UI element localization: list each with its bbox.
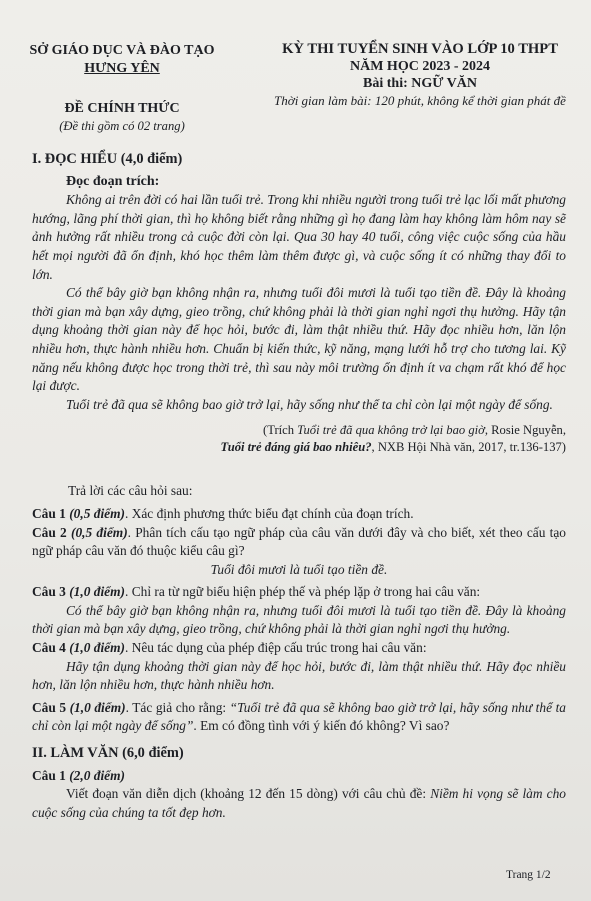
citation [32, 422, 566, 439]
instruction: Trả lời các câu hỏi sau: [68, 483, 193, 499]
exam-title: KỲ THI TUYỂN SINH VÀO LỚP 10 THPT [282, 41, 558, 57]
question-2-points: (0,5 điểm) [70, 524, 128, 540]
writing-question-1-text: Viết đoạn văn diễn dịch (khoảng 12 đến 15 dòng) với câu chủ đề: [66, 786, 431, 802]
page-number: Trang 1/2 [506, 869, 551, 881]
question-1-text: . Xác định phương thức biểu đạt chính của đoạn trích. [125, 505, 414, 521]
question-1-label: Câu 1 [32, 505, 66, 521]
question-4-quote: Hãy tận dụng khoảng thời gian này để học hỏi, bước đi, làm thật nhiều thứ. Hãy đọc nhiều hơn, lăn lộn nhiều hơn, thực hành nhiều hơn. [32, 658, 566, 693]
page-count-note: (Đề thi gồm có 02 trang) [59, 119, 185, 133]
question-2-quote: Tuổi đôi mươi là tuổi tạo tiền đề. [210, 561, 388, 577]
question-2 [32, 524, 566, 561]
question-4 [32, 639, 566, 658]
citation-source [32, 439, 566, 456]
writing-question-1-body [32, 785, 566, 822]
citation-title: Tuổi trẻ đã qua không trở lại bao giờ [297, 423, 485, 438]
question-3-points: (1,0 điểm) [69, 584, 125, 600]
section-writing-title: II. LÀM VĂN (6,0 điểm) [32, 745, 184, 762]
passage-paragraph-2: Có thể bây giờ bạn không nhận ra, nhưng tuổi đôi mươi là tuổi tạo tiền đề. Đây là khoảng thời gian mà bạn xây dựng, gieo trồng, chứ không phải là thời gian nghỉ ngơi thụ hưởng. Hãy tận dụng khoảng thời gian này để học hỏi, bước đi, làm thật nhiều thứ. Hãy đọc nhiều hơn, lăn lộn nhiều hơn, thực hành nhiều hơn. Chuẩn bị kiến thức, kỹ năng, mạng lưới hỗ trợ cho tương lai. Kỹ năng nếu không được học trong thời trẻ, thì sau này môi trường ổn định ít va chạm rất khó để học lại được. [32, 285, 566, 394]
department-name: SỞ GIÁO DỤC VÀ ĐÀO TẠO [29, 43, 215, 58]
question-3-label: Câu 3 [32, 584, 66, 600]
school-year: NĂM HỌC 2023 - 2024 [350, 59, 490, 74]
time-limit: Thời gian làm bài: 120 phút, không kể thời gian phát đề [274, 93, 566, 108]
question-2-label: Câu 2 [32, 524, 67, 540]
question-3 [32, 583, 566, 602]
header-left [6, 42, 238, 135]
question-5 [32, 699, 566, 736]
citation-author: , Rosie Nguyễn, [484, 423, 566, 438]
province-name: HƯNG YÊN [84, 61, 160, 76]
reading-subtitle: Đọc đoạn trích: [66, 173, 160, 189]
question-5-quote: “Tuổi trẻ đã qua sẽ không bao giờ trở lại, hãy sống như thể ta chỉ còn lại một ngày để sống” [32, 699, 566, 734]
writing-question-1-points: (2,0 điểm) [69, 767, 125, 783]
question-2-text: . Phân tích cấu tạo ngữ pháp của câu văn dưới đây và cho biết, xét theo cấu tạo ngữ pháp câu văn đó thuộc kiểu câu gì? [32, 524, 566, 559]
citation-publisher: , NXB Hội Nhà văn, 2017, tr.136-137) [371, 440, 566, 455]
writing-question-1 [32, 767, 566, 786]
question-5-text: . Tác giả cho rằng: [125, 699, 230, 715]
citation-prefix: (Trích [263, 423, 298, 438]
question-1-points: (0,5 điểm) [69, 505, 125, 521]
writing-question-1-topic: Niềm hi vọng sẽ làm cho cuộc sống của chúng ta tốt đẹp hơn. [32, 786, 566, 820]
official-label: ĐỀ CHÍNH THỨC [64, 101, 180, 116]
header-right [252, 40, 588, 109]
subject: Bài thi: NGỮ VĂN [363, 76, 477, 91]
writing-question-1-label: Câu 1 [32, 767, 66, 783]
exam-content [32, 150, 566, 822]
passage-paragraph-3: Tuổi trẻ đã qua sẽ không bao giờ trở lại, hãy sống như thể ta chỉ còn lại một ngày để sống. [66, 396, 553, 412]
passage-paragraph-1: Không ai trên đời có hai lần tuổi trẻ. Trong khi nhiều người trong tuổi trẻ lạc lối mất phương hướng, lãng phí thời gian, thì họ không biết rằng những gì họ đang làm hay không làm hôm nay sẽ ảnh hưởng rất nhiều trong cả cuộc đời còn lại. Qua 30 hay 40 tuổi, công việc cuộc sống của hầu hết mọi người đã ổn định, khó học thêm làm thêm được gì, và cuộc sống ít có những thay đổi to lớn. [32, 192, 566, 282]
question-4-text: . Nêu tác dụng của phép điệp cấu trúc trong hai câu văn: [125, 640, 427, 656]
question-4-points: (1,0 điểm) [69, 640, 125, 656]
question-5-label: Câu 5 [32, 699, 67, 715]
question-5-points: (1,0 điểm) [69, 699, 126, 715]
question-1 [32, 505, 566, 524]
question-3-quote: Có thể bây giờ bạn không nhận ra, nhưng tuổi đôi mươi là tuổi tạo tiền đề. Đây là khoảng thời gian mà bạn xây dựng, gieo trồng, chứ không phải là thời gian nghỉ ngơi thụ hưởng. [32, 602, 566, 637]
section-reading-title: I. ĐỌC HIỂU (4,0 điểm) [32, 151, 183, 167]
citation-book: Tuổi trẻ đáng giá bao nhiêu? [220, 440, 372, 455]
question-5-text-end: . Em có đồng tình với ý kiến đó không? Vì sao? [193, 718, 450, 734]
question-4-label: Câu 4 [32, 640, 66, 656]
question-3-text: . Chỉ ra từ ngữ biểu hiện phép thế và phép lặp ở trong hai câu văn: [125, 584, 481, 600]
